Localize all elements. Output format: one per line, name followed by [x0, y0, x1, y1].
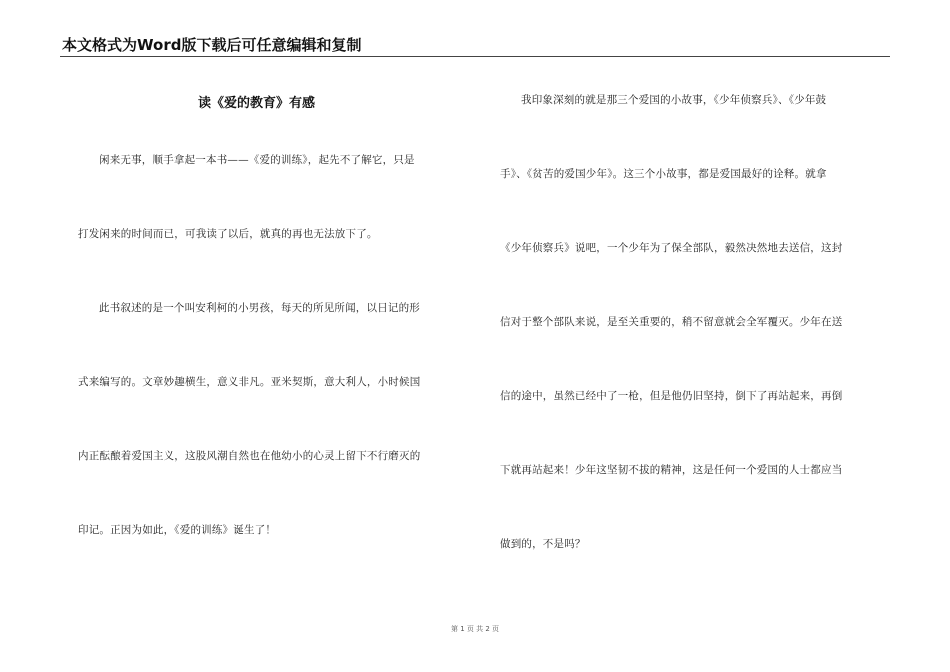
paragraph-line: 《少年侦察兵》说吧，一个少年为了保全部队，毅然决然地去送信，这封: [500, 242, 843, 254]
paragraph-line: 内正酝酿着爱国主义，这股风潮自然也在他幼小的心灵上留下不行磨灭的: [78, 450, 421, 462]
paragraph-line: 式来编写的。文章妙趣横生，意义非凡。亚米契斯，意大利人，小时候国: [78, 376, 421, 388]
document-banner: 本文格式为Word版下载后可任意编辑和复制: [62, 36, 362, 54]
paragraph-line: 闲来无事，顺手拿起一本书——《爱的训练》，起先不了解它，只是: [99, 154, 415, 166]
article-title: 读《爱的教育》有感: [198, 96, 316, 111]
paragraph-line: 印记。正因为如此，《爱的训练》诞生了！: [78, 524, 277, 536]
paragraph-line: 做到的，不是吗？: [500, 538, 586, 550]
left-column: [78, 152, 466, 596]
right-column: [500, 92, 888, 610]
paragraph-line: 手》、《贫苦的爱国少年》。这三个小故事，都是爱国最好的诠释。就拿: [500, 168, 827, 180]
paragraph-line: 信的途中，虽然已经中了一枪，但是他仍旧坚持，倒下了再站起来，再倒: [500, 390, 843, 402]
page-number: 第 1 页 共 2 页: [450, 625, 500, 633]
paragraph-line: 我印象深刻的就是那三个爱国的小故事，《少年侦察兵》、《少年鼓: [521, 94, 827, 106]
paragraph-line: 此书叙述的是一个叫安利柯的小男孩，每天的所见所闻，以日记的形: [99, 302, 420, 314]
header-divider: [60, 56, 890, 57]
paragraph-line: 下就再站起来！少年这坚韧不拔的精神，这是任何一个爱国的人士都应当: [500, 464, 843, 476]
paragraph-line: 打发闲来的时间而已，可我读了以后，就真的再也无法放下了。: [78, 228, 378, 240]
paragraph-line: 信对于整个部队来说，是至关重要的，稍不留意就会全军覆灭。少年在送: [500, 316, 843, 328]
